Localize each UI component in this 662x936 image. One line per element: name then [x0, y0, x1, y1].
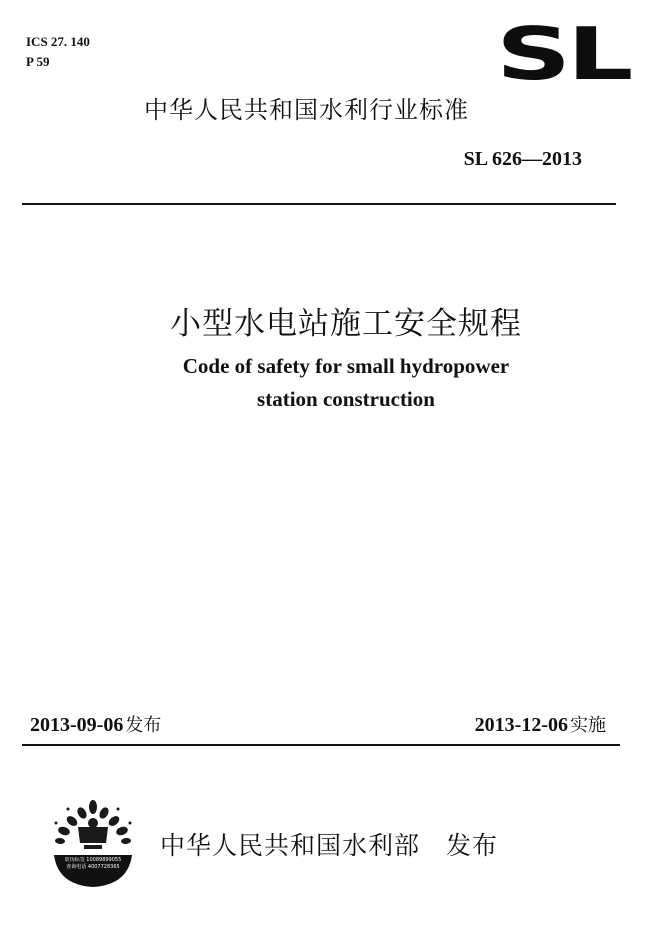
implement-label: 实施 — [570, 715, 606, 736]
issue-date-block — [30, 711, 161, 737]
title-english-line2: station construction — [257, 387, 435, 411]
title-english — [0, 350, 662, 416]
sl-logo: SL — [496, 12, 630, 96]
bottom-divider — [22, 744, 620, 746]
title-chinese: 小型水电站施工安全规程 — [170, 306, 522, 342]
top-divider — [22, 203, 616, 205]
anti-counterfeit-emblem-icon — [48, 793, 138, 893]
category-code: P 59 — [26, 54, 50, 69]
standard-category-title: 中华人民共和国水利行业标准 — [144, 96, 469, 124]
classification-codes — [26, 32, 90, 72]
standard-number: SL 626—2013 — [463, 148, 582, 170]
emblem-label-line1: 防伪标签 10089899055 — [64, 857, 122, 863]
implement-date-block — [475, 711, 606, 737]
title-english-line1: Code of safety for small hydropower — [182, 354, 510, 378]
publisher-action: 发布 — [446, 831, 499, 860]
issue-date: 2013-09-06 — [30, 714, 124, 736]
ics-code: ICS 27. 140 — [26, 34, 90, 49]
publisher-name: 中华人民共和国水利部 — [160, 831, 421, 860]
implement-date: 2013-12-06 — [474, 714, 568, 736]
publisher-block — [160, 826, 498, 862]
issue-label: 发布 — [125, 715, 162, 736]
emblem-label-line2: 查询电话 4007728365 — [66, 864, 120, 870]
